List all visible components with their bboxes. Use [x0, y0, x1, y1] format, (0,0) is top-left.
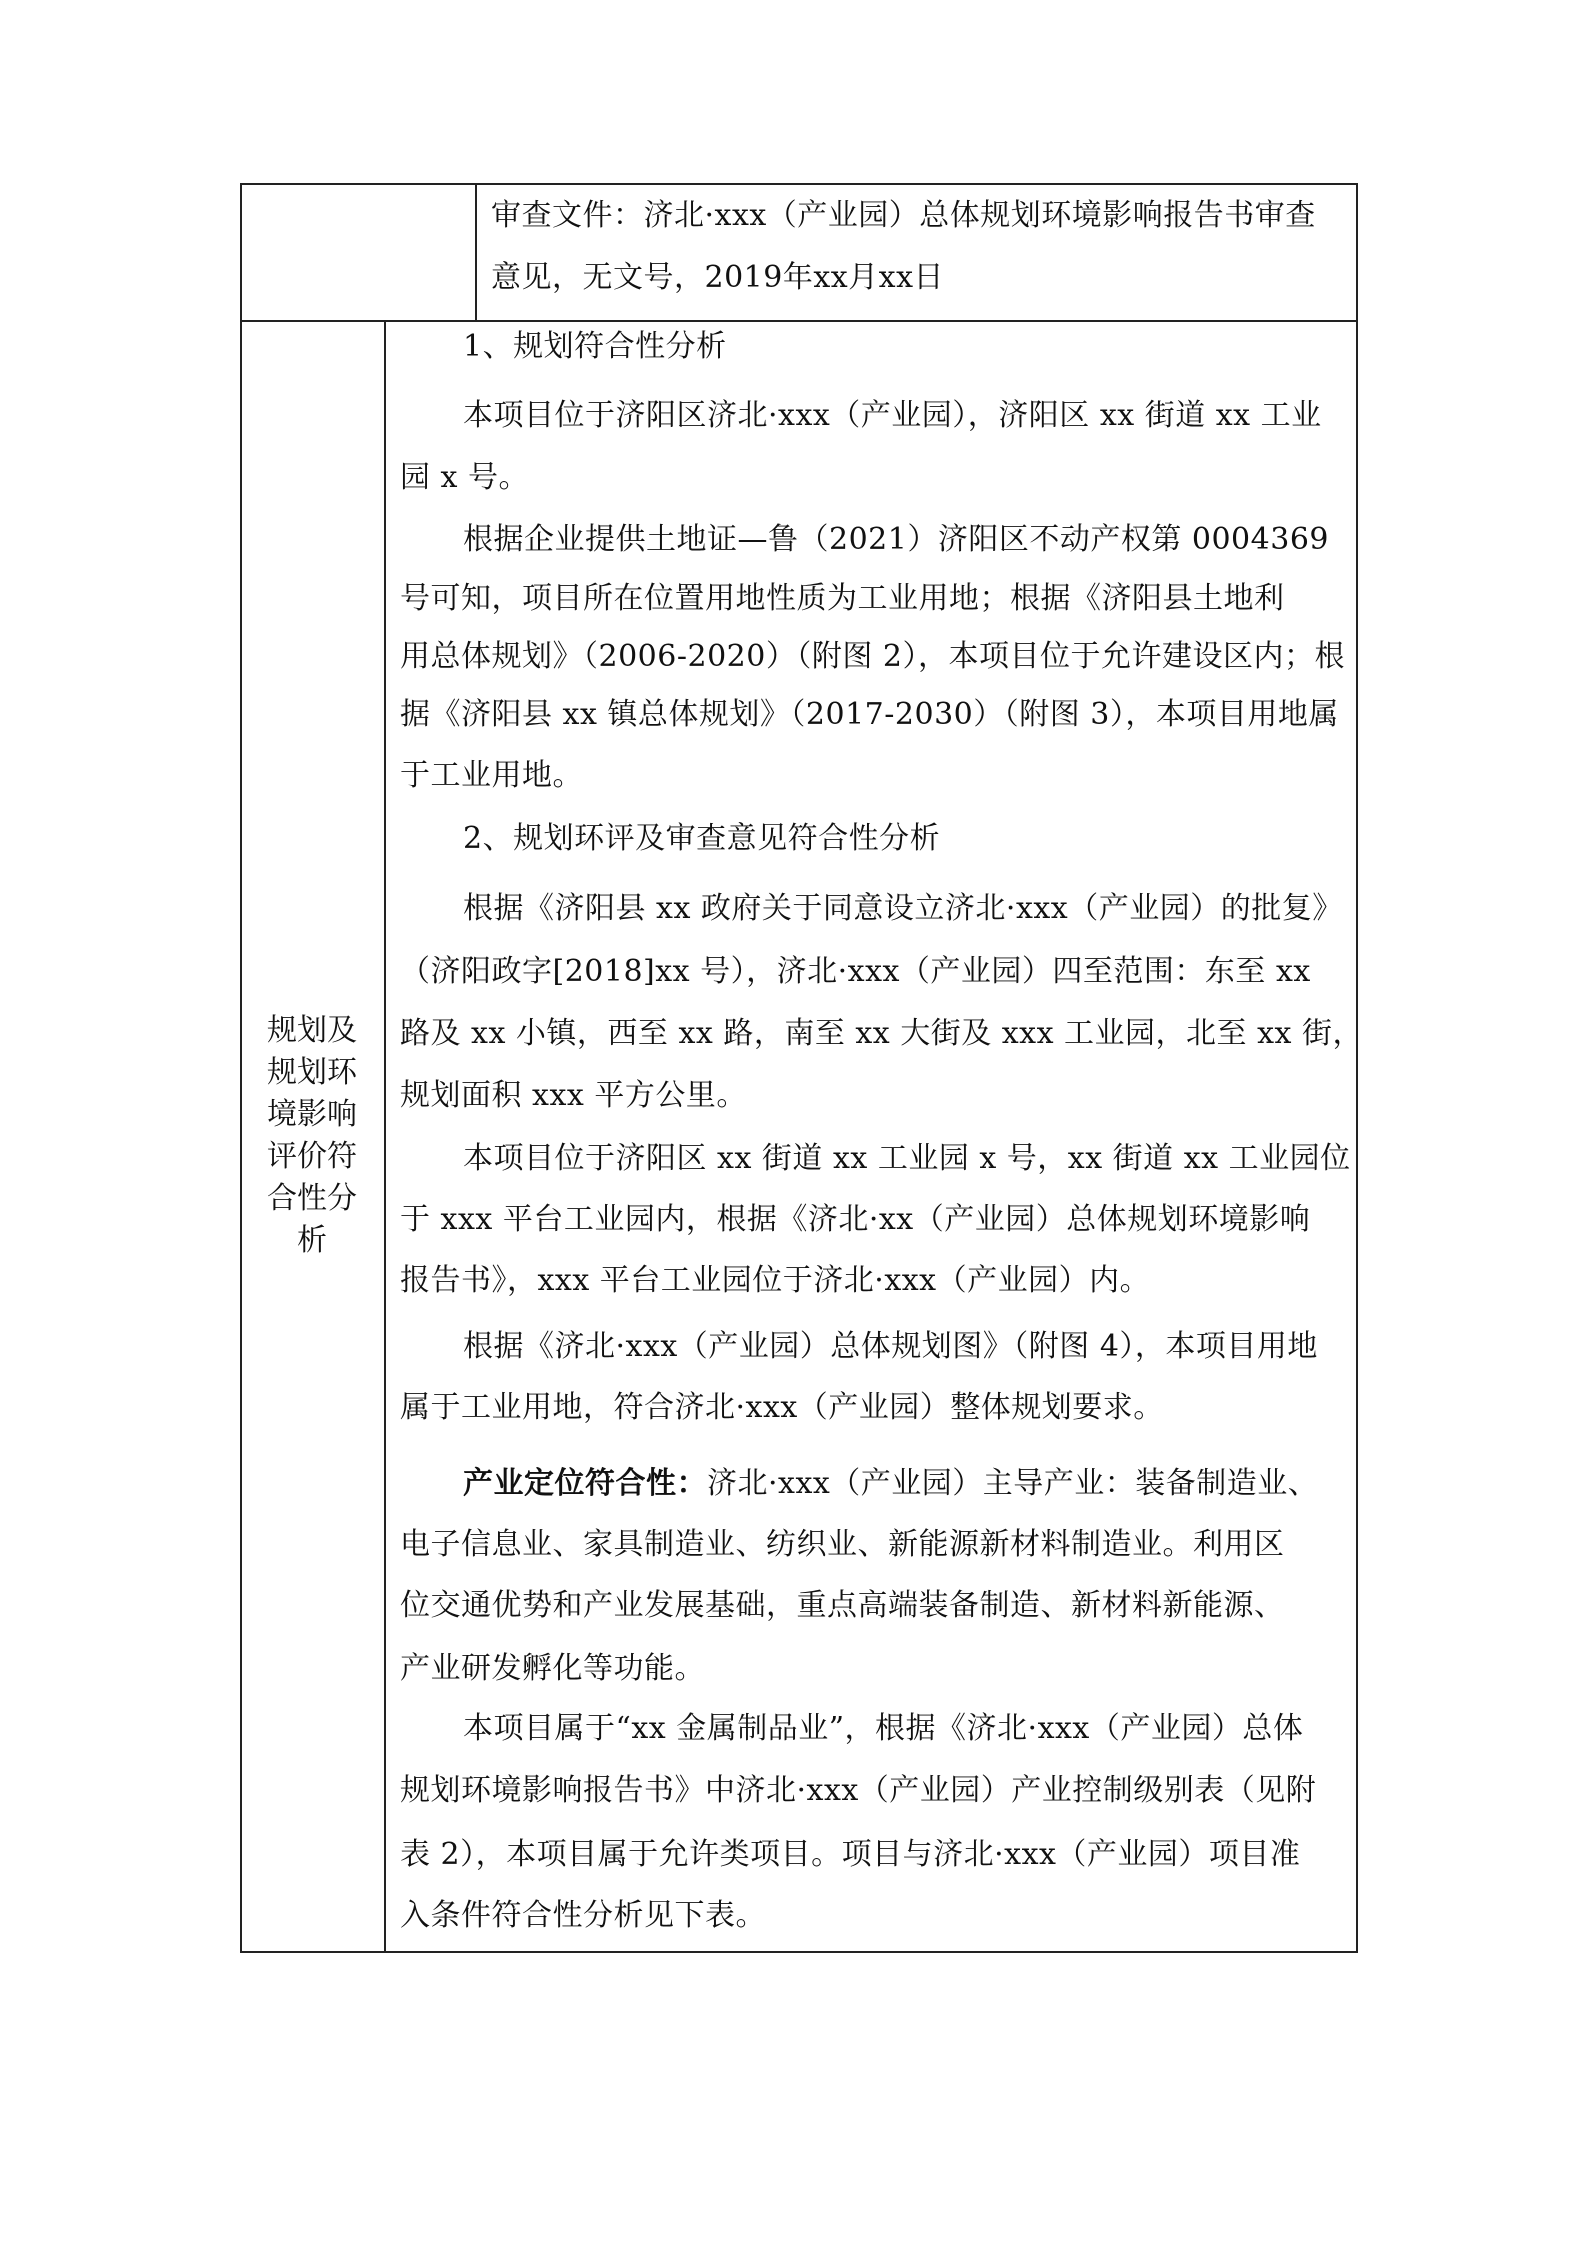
industry-positioning-label: 产业定位符合性： — [463, 1466, 707, 1501]
paragraph-line: 本项目属于“xx 金属制品业”，根据《济北·xxx（产业园）总体 — [463, 1711, 1304, 1746]
paragraph-line: 据《济阳县 xx 镇总体规划》（2017-2030）（附图 3），本项目用地属 — [400, 697, 1339, 732]
table-top-border — [240, 183, 1358, 185]
section-label-line: 境影响 — [267, 1097, 357, 1132]
paragraph-line: 产业研发孵化等功能。 — [400, 1651, 705, 1686]
paragraph-line — [463, 1455, 1318, 1513]
paragraph-line: 路及 xx 小镇，西至 xx 路，南至 xx 大街及 xxx 工业园，北至 xx 街， — [400, 1016, 1363, 1051]
section-label-line: 规划环 — [267, 1055, 357, 1090]
heading-plan-eia-compliance: 2、规划环评及审查意见符合性分析 — [463, 821, 941, 856]
industry-positioning-text: 济北·xxx（产业园）主导产业：装备制造业、 — [707, 1466, 1319, 1501]
review-document-line-2: 意见，无文号，2019年xx月xx日 — [491, 260, 945, 295]
table-right-border — [1356, 183, 1358, 1953]
paragraph-line: 号可知，项目所在位置用地性质为工业用地；根据《济阳县土地利 — [400, 581, 1285, 616]
paragraph-line: 规划环境影响报告书》中济北·xxx（产业园）产业控制级别表（见附 — [400, 1773, 1317, 1808]
section-label-line: 评价符 — [267, 1139, 357, 1174]
paragraph-line: 报告书》，xxx 平台工业园位于济北·xxx（产业园）内。 — [400, 1263, 1151, 1298]
paragraph-line: 根据《济阳县 xx 政府关于同意设立济北·xxx（产业园）的批复》 — [463, 891, 1343, 926]
paragraph-line: 电子信息业、家具制造业、纺织业、新能源新材料制造业。利用区 — [400, 1527, 1285, 1562]
top-row-column-divider — [475, 183, 477, 321]
paragraph-line: 位交通优势和产业发展基础，重点高端装备制造、新材料新能源、 — [400, 1588, 1285, 1623]
paragraph-line: 于工业用地。 — [400, 758, 583, 793]
section-label-line: 合性分 — [267, 1181, 357, 1216]
section-label-line: 析 — [297, 1223, 327, 1258]
paragraph-line: 用总体规划》（2006-2020）（附图 2），本项目位于允许建设区内；根 — [400, 639, 1345, 674]
table-bottom-border — [240, 1951, 1358, 1953]
paragraph-line: 规划面积 xxx 平方公里。 — [400, 1078, 747, 1113]
paragraph-line: 本项目位于济阳区济北·xxx（产业园），济阳区 xx 街道 xx 工业 — [463, 398, 1322, 433]
paragraph-line: （济阳政字[2018]xx 号），济北·xxx（产业园）四至范围：东至 xx — [400, 954, 1311, 989]
section-column-divider — [384, 320, 386, 1952]
heading-planning-compliance: 1、规划符合性分析 — [463, 329, 727, 364]
paragraph-line: 属于工业用地，符合济北·xxx（产业园）整体规划要求。 — [400, 1390, 1164, 1425]
review-document-line-1: 审查文件：济北·xxx（产业园）总体规划环境影响报告书审查 — [491, 198, 1316, 233]
paragraph-line: 本项目位于济阳区 xx 街道 xx 工业园 x 号，xx 街道 xx 工业园位 — [463, 1141, 1351, 1176]
paragraph-line: 表 2），本项目属于允许类项目。项目与济北·xxx（产业园）项目准 — [400, 1837, 1301, 1872]
paragraph-line: 根据企业提供土地证—鲁（2021）济阳区不动产权第 0004369 — [463, 522, 1329, 557]
paragraph-line: 根据《济北·xxx（产业园）总体规划图》（附图 4），本项目用地 — [463, 1329, 1318, 1364]
paragraph-line: 于 xxx 平台工业园内，根据《济北·xx（产业园）总体规划环境影响 — [400, 1202, 1311, 1237]
table-row-divider — [240, 320, 1358, 322]
section-label — [240, 1010, 384, 1262]
paragraph-line: 入条件符合性分析见下表。 — [400, 1898, 766, 1933]
paragraph-line: 园 x 号。 — [400, 460, 529, 495]
section-label-line: 规划及 — [267, 1013, 357, 1048]
